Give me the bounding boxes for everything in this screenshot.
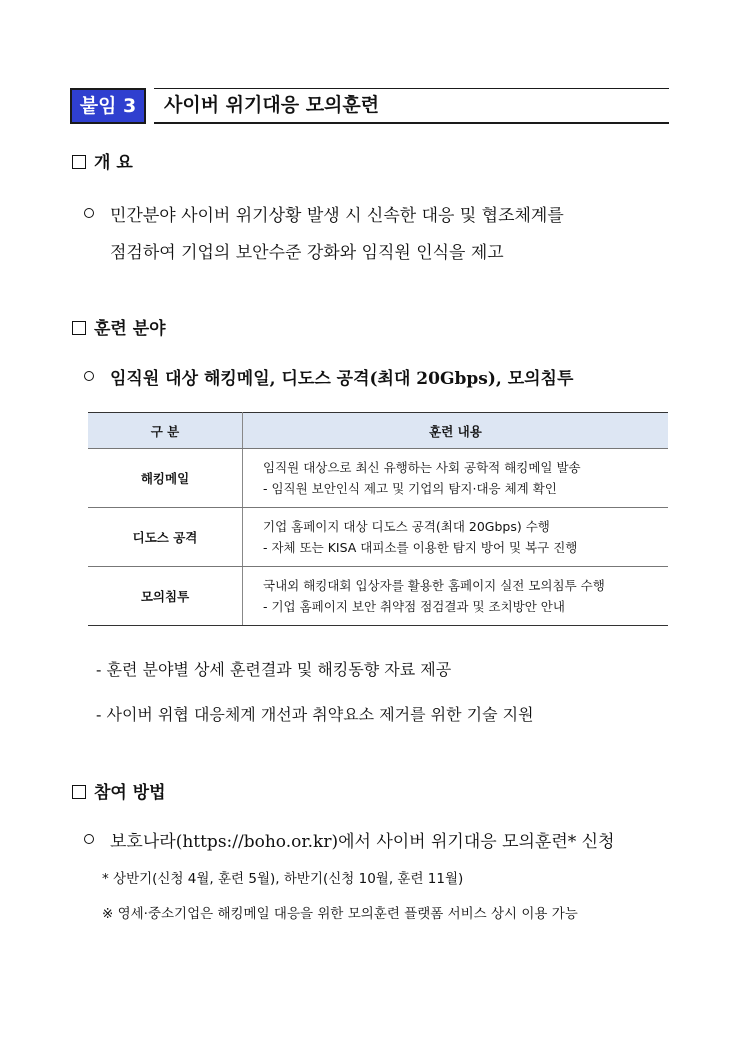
table-cell-content [243, 449, 669, 508]
content-line: 기업 홈페이지 대상 디도스 공격(최대 20Gbps) 수행 [263, 519, 550, 534]
training-bullet: 임직원 대상 해킹메일, 디도스 공격(최대 20Gbps), 모의침투 [84, 364, 573, 389]
table-header-row [88, 413, 668, 449]
overview-line-1: 민간분야 사이버 위기상황 발생 시 신속한 대응 및 협조체계를 [84, 201, 564, 226]
table-row [88, 449, 668, 508]
section-overview-heading: 개 요 [72, 148, 133, 173]
circle-bullet-icon [84, 834, 94, 844]
table-cell-name: 모의침투 [88, 567, 243, 626]
content-line: - 임직원 보안인식 제고 및 기업의 탐지·대응 체계 확인 [263, 481, 557, 496]
checkbox-square-icon [72, 155, 86, 169]
content-line: 임직원 대상으로 최신 유행하는 사회 공학적 해킹메일 발송 [263, 460, 581, 475]
content-line: - 기업 홈페이지 보안 취약점 점검결과 및 조치방안 안내 [263, 599, 565, 614]
dash-item-2: - 사이버 위협 대응체계 개선과 취약요소 제거를 위한 기술 지원 [96, 705, 534, 724]
content-line: 국내외 해킹대회 입상자를 활용한 홈페이지 실전 모의침투 수행 [263, 578, 605, 593]
document-title: 사이버 위기대응 모의훈련 [154, 88, 669, 124]
training-table [88, 412, 668, 626]
section-participation-heading: 참여 방법 [72, 778, 166, 803]
section-training-heading: 훈련 분야 [72, 314, 166, 339]
table-row [88, 508, 668, 567]
dash-item-1: - 훈련 분야별 상세 훈련결과 및 해킹동향 자료 제공 [96, 660, 452, 679]
overview-line-2: 점검하여 기업의 보안수준 강화와 임직원 인식을 제고 [110, 243, 504, 263]
circle-bullet-icon [84, 371, 94, 381]
table-row [88, 567, 668, 626]
table-header: 구 분 [88, 413, 243, 449]
checkbox-square-icon [72, 321, 86, 335]
circle-bullet-icon [84, 208, 94, 218]
title-bar [70, 88, 669, 124]
table-cell-content [243, 508, 669, 567]
table-cell-content [243, 567, 669, 626]
table-cell-name: 디도스 공격 [88, 508, 243, 567]
table-cell-name: 해킹메일 [88, 449, 243, 508]
participation-bullet: 보호나라(https://boho.or.kr)에서 사이버 위기대응 모의훈련* 신청 [84, 827, 615, 852]
schedule-note: * 상반기(신청 4월, 훈련 5월), 하반기(신청 10월, 훈련 11월) [102, 871, 464, 887]
table-header: 훈련 내용 [243, 413, 669, 449]
checkbox-square-icon [72, 785, 86, 799]
sme-note: ※ 영세·중소기업은 해킹메일 대응을 위한 모의훈련 플랫폼 서비스 상시 이용 가능 [102, 906, 578, 922]
attachment-badge: 붙임 3 [70, 88, 146, 124]
content-line: - 자체 또는 KISA 대피소를 이용한 탐지 방어 및 복구 진행 [263, 540, 578, 555]
